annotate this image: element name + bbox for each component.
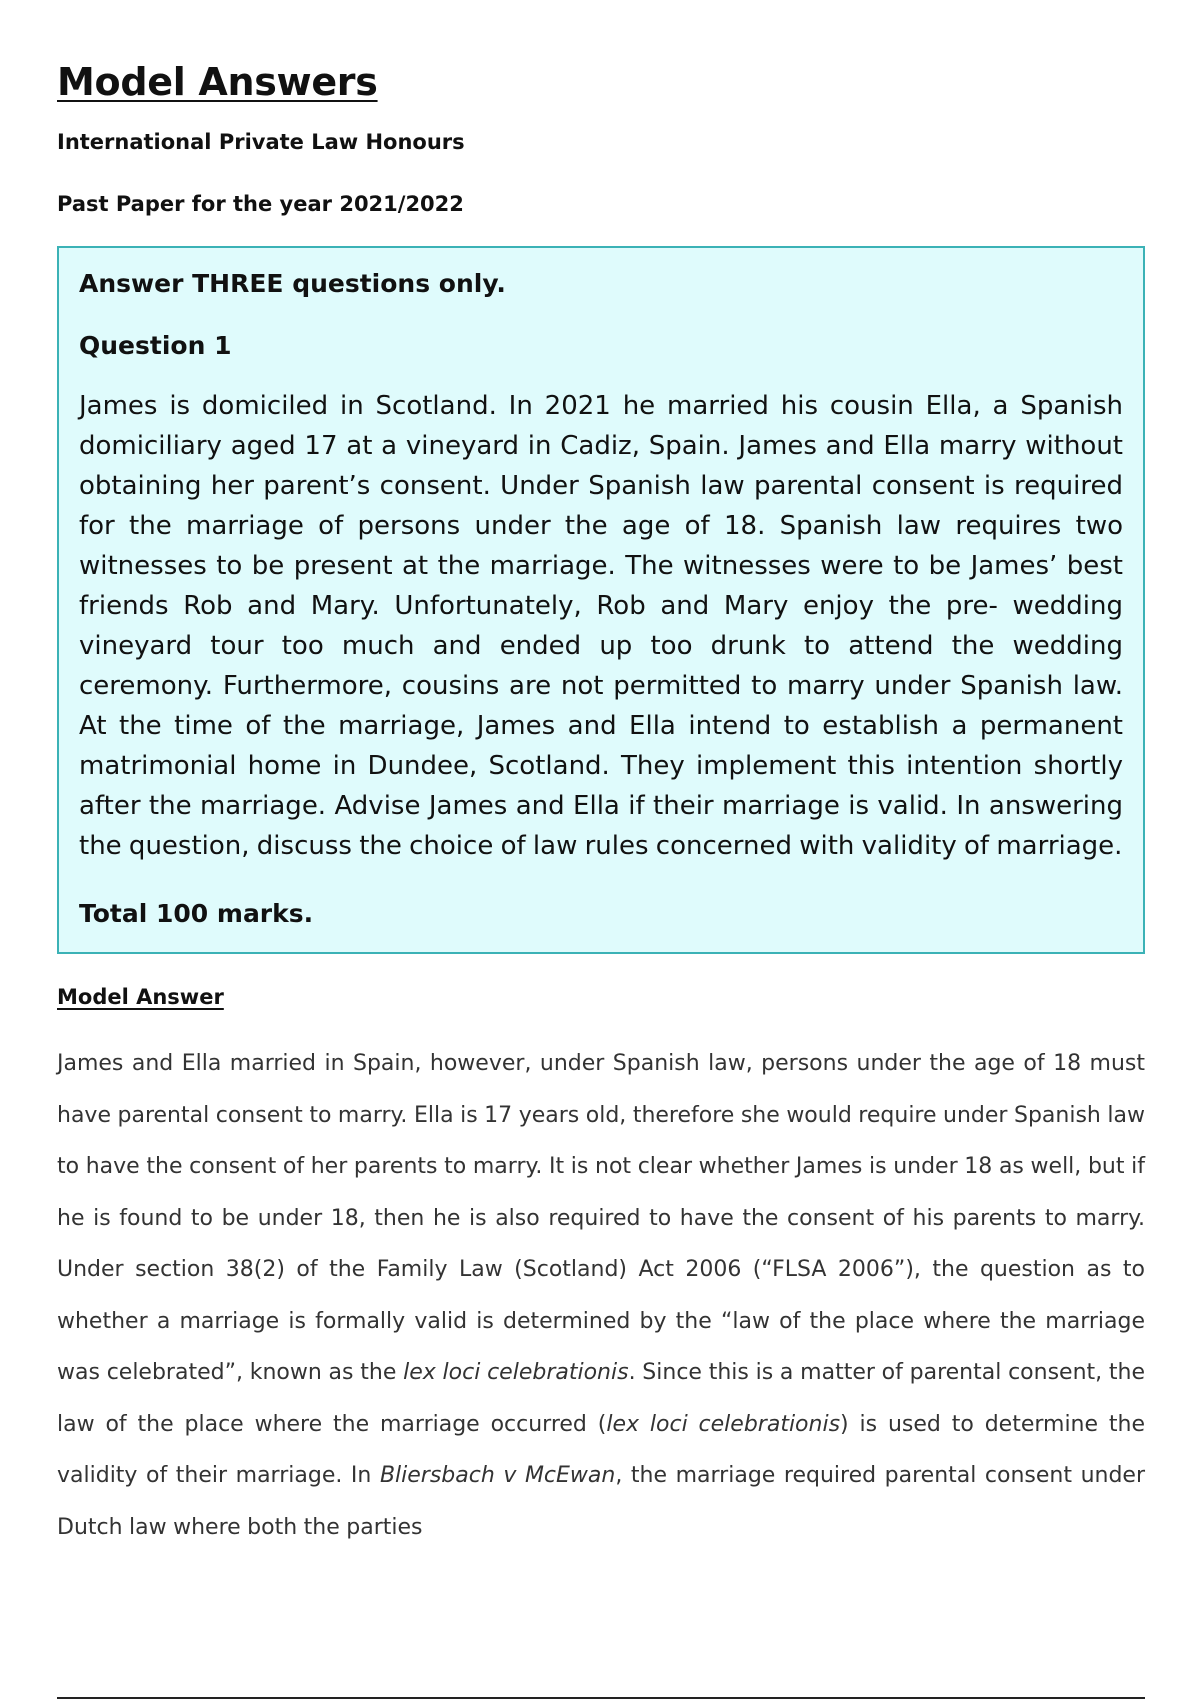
model-answer-paragraph	[57, 1038, 1145, 1553]
course-name: International Private Law Honours	[57, 130, 465, 154]
document-page	[57, 56, 1145, 1553]
lex-loci-term-1: lex loci celebrationis	[403, 1360, 629, 1385]
case-citation: Bliersbach v McEwan	[379, 1463, 616, 1488]
question-label: Question 1	[79, 331, 232, 360]
answer-text-part-4: , the marriage required parental consent under Dutch law where both the parties	[57, 1463, 1146, 1540]
question-box	[57, 246, 1145, 954]
paper-year: Past Paper for the year 2021/2022	[57, 192, 464, 216]
lex-loci-term-2: lex loci celebrationis	[606, 1411, 841, 1437]
page-footer-rule	[57, 1697, 1145, 1699]
total-marks: Total 100 marks.	[79, 899, 314, 928]
page-title: Model Answers	[57, 60, 378, 104]
answer-text-part-1: James and Ella married in Spain, however, under Spanish law, persons under the age of 18 must have parental consent to marry. Ella is 17 years old, therefore she would require under Spanish law to have the consent of her parents to marry. It is not clear whether James is under 18 as well, but if he is found to be under 18, then he is also required to have the consent of his parents to marry. Under section 38(2) of the Family Law (Scotland) Act 2006 (“FLSA 2006”), the question as to whether a marriage is formally valid is determined by the “law of the place where the marriage was celebrated”, known as the	[57, 1051, 1145, 1385]
answer-text-part-3: ) is used to determine the validity of their marriage. In	[57, 1411, 1146, 1488]
question-text: James is domiciled in Scotland. In 2021 he married his cousin Ella, a Spanish domiciliary aged 17 at a vineyard in Cadiz, Spain. James and Ella marry without obtaining her parent’s consent. Under Spanish law parental consent is required for the marriage of persons under the age of 18. Spanish law requires two witnesses to be present at the marriage. The witnesses were to be James’ best friends Rob and Mary. Unfortunately, Rob and Mary enjoy the pre- wedding vineyard tour too much and ended up too drunk to attend the wedding ceremony. Furthermore, cousins are not permitted to marry under Spanish law. At the time of the marriage, James and Ella intend to establish a permanent matrimonial home in Dundee, Scotland. They implement this intention shortly after the marriage. Advise James and Ella if their marriage is valid. In answering the question, discuss the choice of law rules concerned with validity of marriage.	[79, 391, 1123, 861]
exam-instruction: Answer THREE questions only.	[79, 269, 506, 298]
answer-text-part-2: . Since this is a matter of parental consent, the law of the place where the marriage occurred (	[57, 1360, 1145, 1437]
model-answer-label: Model Answer	[57, 985, 224, 1009]
